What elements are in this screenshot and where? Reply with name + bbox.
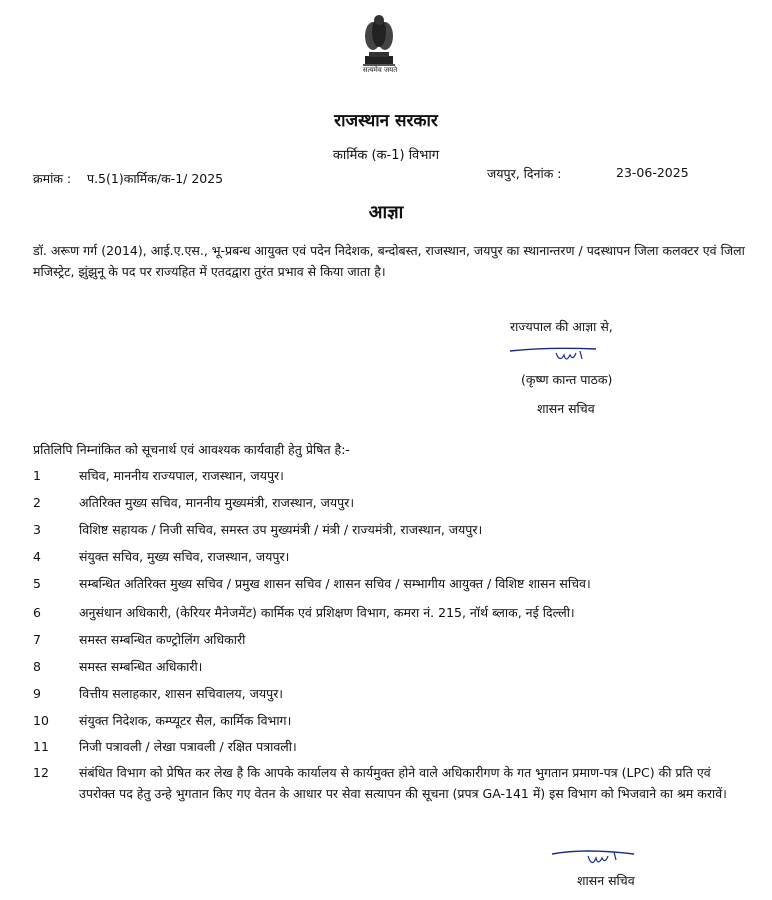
date-label: जयपुर, दिनांक : — [487, 166, 562, 181]
emblem-motto: सत्यमेव जयते — [362, 66, 398, 74]
date-value: 23-06-2025 — [616, 165, 689, 180]
reference-label: क्रमांक : — [33, 171, 72, 186]
reference-number: प.5(1)कार्मिक/क-1/ 2025 — [86, 171, 224, 186]
department-name: कार्मिक (क-1) विभाग — [332, 148, 440, 163]
bottom-signer-designation: शासन सचिव — [577, 873, 635, 888]
order-heading: आज्ञा — [368, 202, 404, 223]
signature-mark-icon — [508, 343, 598, 367]
signature-mark-icon — [548, 840, 638, 870]
government-title: राजस्थान सरकार — [334, 111, 438, 131]
governor-order-line: राज्यपाल की आज्ञा से, — [510, 319, 613, 334]
copy-intro: प्रतिलिपि निम्नांकित को सूचनार्थ एवं आवश्यक कार्यवाही हेतु प्रेषित है:- — [33, 442, 350, 457]
order-body: डॉ. अरूण गर्ग (2014), आई.ए.एस., भू-प्रबन्ध आयुक्त एवं पदेन निदेशक, बन्दोबस्त, राजस्थान, जयपुर का स्थानान्तरण / पदस्थापन जिला कलक्टर एवं जिला मजिस्ट्रेट, झुंझुनू के पद पर राज्यहित में एतदद्वारा तुरंत प्रभाव से किया जाता है। — [33, 243, 745, 279]
reference-line — [33, 170, 223, 187]
signer-designation: शासन सचिव — [537, 401, 595, 416]
signer-name: (कृष्ण कान्त पाठक) — [521, 372, 613, 387]
